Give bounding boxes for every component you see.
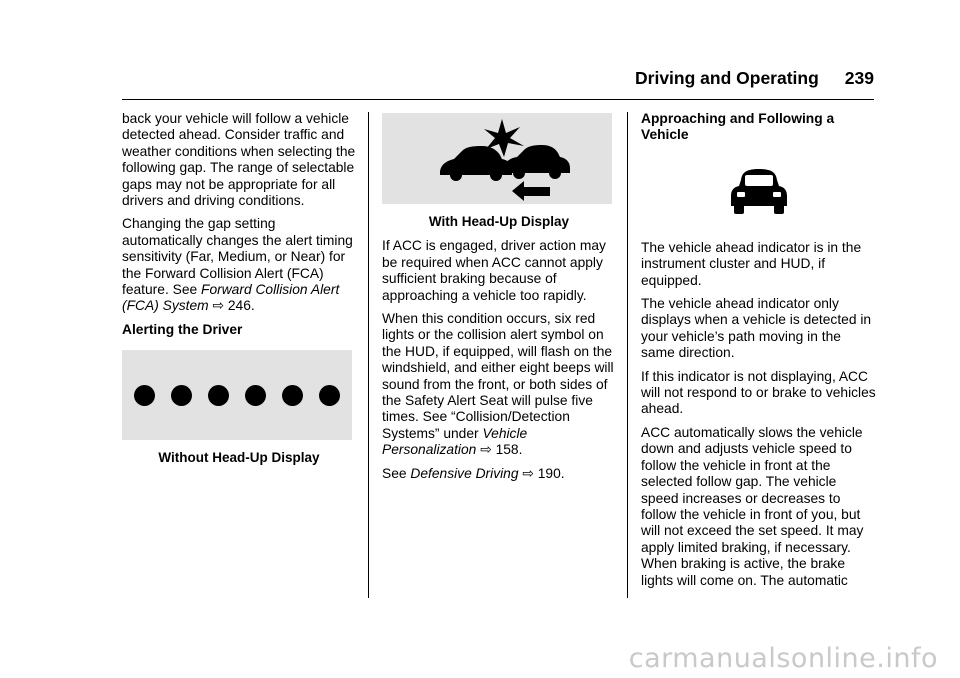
figure-caption: Without Head-Up Display — [158, 450, 320, 466]
figure-with-hud — [382, 113, 612, 204]
paragraph: back your vehicle will follow a vehicle detected ahead. Consider traffic and weather conditions when selecting the following gap. The range of selectable gaps may not be appropriate for all drivers and driving conditions. — [122, 111, 356, 209]
text-run: . — [250, 298, 255, 314]
section-heading: Alerting the Driver — [122, 321, 243, 337]
page-ref[interactable]: ⇨ 246 — [212, 298, 251, 314]
figure-without-hud — [122, 350, 352, 440]
section-title: Driving and Operating — [635, 68, 819, 88]
section-heading: Approaching and Following a Vehicle — [641, 111, 835, 143]
link-vehicle-personalization[interactable]: Vehicle Personalization — [382, 425, 528, 458]
dot-icon — [282, 385, 303, 406]
dot-icon — [208, 385, 229, 406]
dot-icon — [134, 385, 155, 406]
page-header — [635, 68, 874, 89]
paragraph: If ACC is engaged, driver action may be required when ACC cannot apply sufficient braking because of approaching a vehicle too rapidly. — [382, 238, 606, 303]
text-run: . — [560, 465, 565, 481]
dot-icon — [319, 385, 340, 406]
vehicle-ahead-icon — [729, 166, 789, 216]
collision-alert-icon — [382, 113, 612, 204]
paragraph — [382, 466, 616, 482]
text-run: Changing the gap setting automatically changes the alert timing sensitivity (Far, Medium, or Near) for the Forward Collision Alert (FCA) feature. See — [122, 216, 353, 298]
page-ref[interactable]: ⇨ 158 — [480, 442, 519, 458]
column-2 — [382, 111, 616, 489]
dot-icon — [171, 385, 192, 406]
text-run: . — [518, 442, 523, 458]
figure-caption: With Head-Up Display — [428, 214, 570, 229]
alert-lights — [122, 350, 352, 440]
text-run: When this condition occurs, six red lights or the collision alert symbol on the HUD, if equipped, will flash on the windshield, and either eight beeps will sound from the front, or both sides of the Safety Alert Seat will pulse five times. See “Collision/Detection Systems” under — [382, 311, 614, 441]
paragraph: ACC automatically slows the vehicle down and adjusts vehicle speed to follow the vehicle in front at the selected follow gap. The vehicle speed increases or decreases to follow the vehicle in front of you, but will not exceed the set speed. It may apply limited braking, if necessary. When braking is active, the brake lights will come on. The automatic — [641, 424, 864, 588]
page-number: 239 — [844, 68, 874, 88]
paragraph — [382, 311, 616, 459]
header-rule — [122, 99, 874, 100]
link-fca-system[interactable]: Forward Collision Alert (FCA) System — [122, 282, 340, 314]
text-run: See — [382, 465, 411, 481]
watermark: carmanualsonline.info — [628, 643, 938, 674]
paragraph: If this indicator is not displaying, ACC will not respond to or brake to vehicles ahead. — [641, 368, 876, 417]
paragraph — [122, 216, 356, 314]
column-3 — [641, 111, 877, 596]
page-ref[interactable]: ⇨ 190 — [522, 465, 561, 481]
paragraph: The vehicle ahead indicator is in the instrument cluster and HUD, if equipped. — [641, 239, 862, 288]
column-1 — [122, 111, 356, 475]
paragraph: The vehicle ahead indicator only displays when a vehicle is detected in your vehicle’s path moving in the same direction. — [641, 296, 872, 361]
column-divider-1 — [368, 112, 369, 598]
column-divider-2 — [627, 112, 628, 598]
dot-icon — [245, 385, 266, 406]
link-defensive-driving[interactable]: Defensive Driving — [410, 465, 519, 481]
